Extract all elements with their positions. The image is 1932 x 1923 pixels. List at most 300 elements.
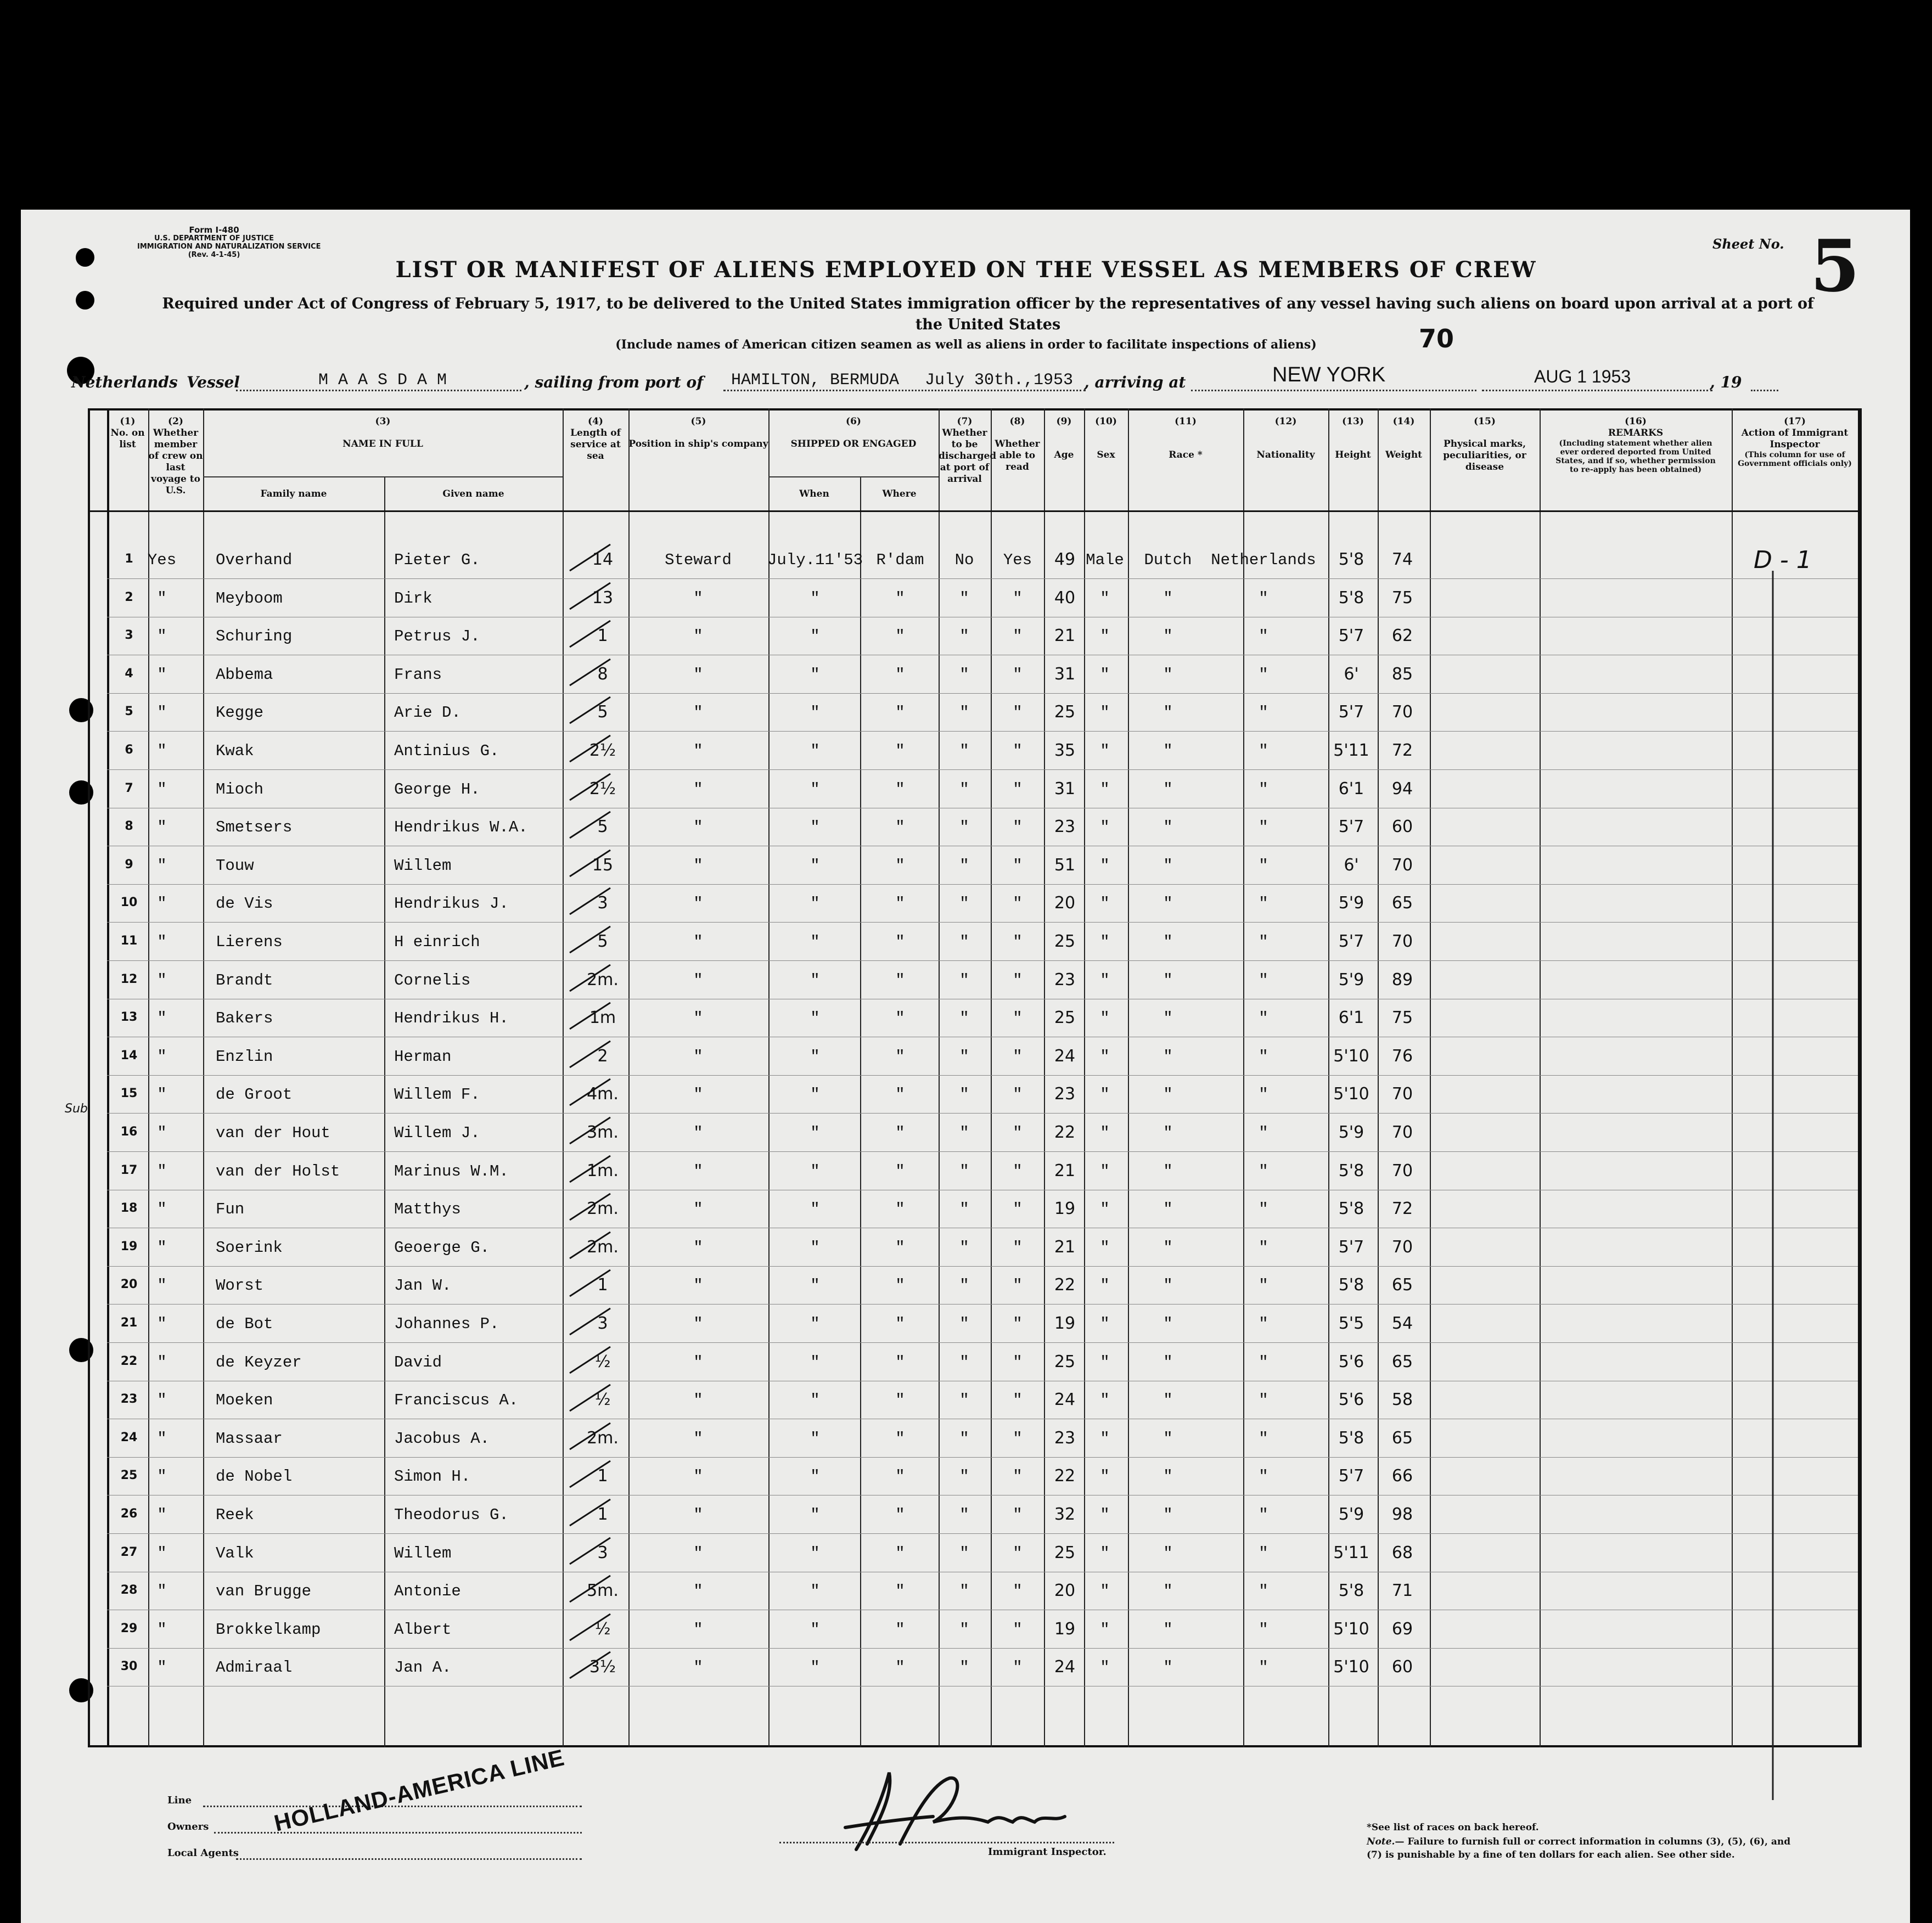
race: " [1163, 704, 1173, 722]
length-of-service: ½ [594, 1390, 611, 1410]
family-name: Kegge [216, 704, 264, 722]
shipped-when: " [810, 1162, 820, 1180]
service-check-mark [565, 882, 615, 921]
discharged: " [959, 627, 969, 646]
given-name: Matthys [394, 1200, 461, 1219]
able-to-read: " [1013, 1429, 1023, 1448]
shipped-where: " [895, 1467, 905, 1486]
prev-voyage: " [157, 1277, 167, 1295]
race: " [1163, 1124, 1173, 1142]
weight: 70 [1391, 855, 1413, 875]
age: 21 [1054, 1237, 1076, 1257]
weight: 98 [1391, 1505, 1413, 1524]
able-to-read: " [1013, 1467, 1023, 1486]
nationality: " [1259, 1277, 1268, 1295]
height: 5'7 [1338, 932, 1364, 951]
discharged: " [959, 742, 969, 760]
shipped-where: " [895, 1200, 905, 1219]
length-of-service: ½ [594, 1352, 611, 1371]
shipped-when: " [810, 818, 820, 837]
nationality: " [1259, 1658, 1268, 1677]
fine-note [1367, 1835, 1806, 1862]
length-of-service: 4m. [587, 1084, 619, 1104]
form-subtitle: Required under Act of Congress of February 5, 1917, to be delivered to the United States immigration officer by the representatives of any vessel having such aliens on board upon arrival at a port of the United States [162, 295, 1814, 333]
given-name: Marinus W.M. [394, 1162, 509, 1180]
col-position: (5) Position in ship's company [628, 416, 768, 449]
col-no-on-list: (1) No. on list [110, 416, 145, 450]
height: 5'8 [1338, 588, 1364, 608]
row-number: 19 [120, 1239, 138, 1253]
given-name: Antonie [394, 1582, 461, 1601]
race: " [1163, 971, 1173, 989]
service-check-mark [565, 806, 615, 845]
height: 6'1 [1338, 1008, 1364, 1028]
age: 40 [1054, 588, 1076, 608]
discharged: " [959, 818, 969, 837]
shipped-where: " [895, 589, 905, 608]
shipped-where: " [895, 1544, 905, 1562]
able-to-read: " [1013, 1277, 1023, 1295]
table-row [0, 1582, 1932, 1615]
shipped-where: " [895, 1315, 905, 1333]
nationality: " [1259, 1009, 1268, 1028]
shipped-when: " [810, 780, 820, 799]
discharged: No [954, 551, 974, 569]
discharged: " [959, 895, 969, 913]
height: 5'9 [1338, 1123, 1364, 1142]
nationality: " [1259, 933, 1268, 951]
age: 19 [1054, 1199, 1076, 1219]
age: 20 [1054, 1581, 1076, 1601]
row-number: 25 [120, 1469, 138, 1483]
shipped-when: " [810, 1086, 820, 1104]
shipped-when: " [810, 704, 820, 722]
sex: " [1100, 1582, 1110, 1601]
weight: 60 [1391, 1657, 1413, 1677]
age: 21 [1054, 626, 1076, 646]
shipped-where: " [895, 895, 905, 913]
shipped-where: " [895, 1391, 905, 1410]
table-row [0, 1162, 1932, 1195]
weight: 68 [1391, 1543, 1413, 1562]
weight: 75 [1391, 1008, 1413, 1028]
table-row [0, 1506, 1932, 1539]
race: Dutch [1144, 551, 1192, 569]
row-number: 24 [120, 1430, 138, 1444]
nationality: " [1259, 665, 1268, 684]
race: " [1163, 1200, 1173, 1219]
given-name: Willem F. [394, 1086, 480, 1104]
note-label: Note. [1367, 1836, 1395, 1847]
sex: " [1100, 1238, 1110, 1257]
position: " [693, 1086, 703, 1104]
table-row [0, 1086, 1932, 1118]
weight: 69 [1391, 1619, 1413, 1639]
able-to-read: " [1013, 1009, 1023, 1028]
length-of-service: 2½ [589, 779, 616, 799]
row-number: 8 [125, 819, 133, 834]
row-number: 4 [125, 666, 133, 681]
weight: 70 [1391, 1123, 1413, 1142]
nationality: " [1259, 856, 1268, 875]
discharged: " [959, 1277, 969, 1295]
service-check-mark [565, 1264, 615, 1303]
service-check-mark [565, 1609, 615, 1647]
height: 5'10 [1333, 1657, 1369, 1677]
shipped-where: " [895, 704, 905, 722]
length-of-service: 2m. [587, 970, 619, 989]
position: " [693, 818, 703, 837]
sex: " [1100, 933, 1110, 951]
able-to-read: " [1013, 895, 1023, 913]
discharged: " [959, 1391, 969, 1410]
family-name: Soerink [216, 1238, 283, 1257]
given-name: Willem J. [394, 1124, 480, 1142]
nationality: " [1259, 1353, 1268, 1371]
given-name: Jacobus A. [394, 1429, 490, 1448]
shipped-when: " [810, 742, 820, 760]
table-row [0, 589, 1932, 622]
table-row [0, 627, 1932, 660]
sex: " [1100, 1391, 1110, 1410]
family-name: de Nobel [216, 1467, 293, 1486]
nationality: " [1259, 627, 1268, 646]
able-to-read: " [1013, 1658, 1023, 1677]
height: 5'8 [1338, 1199, 1364, 1219]
shipped-when: " [810, 895, 820, 913]
row-number: 10 [120, 896, 138, 910]
race: " [1163, 1277, 1173, 1295]
shipped-when: " [810, 1544, 820, 1562]
inspector-signature [823, 1762, 1098, 1860]
given-name: Johannes P. [394, 1315, 499, 1333]
shipped-where: " [895, 1009, 905, 1028]
sex: " [1100, 1009, 1110, 1028]
family-name: Smetsers [216, 818, 293, 837]
service-check-mark [565, 1188, 615, 1227]
age: 23 [1054, 1428, 1076, 1448]
height: 5'9 [1338, 1505, 1364, 1524]
service-check-mark [565, 1646, 615, 1685]
weight: 70 [1391, 1084, 1413, 1104]
discharged: " [959, 704, 969, 722]
given-name: Simon H. [394, 1467, 471, 1486]
prev-voyage: " [157, 1238, 167, 1257]
prev-voyage: " [157, 1658, 167, 1677]
nationality: " [1259, 1582, 1268, 1601]
prev-voyage: " [157, 1124, 167, 1142]
age: 23 [1054, 817, 1076, 837]
race: " [1163, 1086, 1173, 1104]
weight: 65 [1391, 893, 1413, 913]
weight: 71 [1391, 1581, 1413, 1601]
shipped-when: " [810, 971, 820, 989]
weight: 58 [1391, 1390, 1413, 1410]
given-name: Hendrikus H. [394, 1009, 509, 1028]
row-number: 2 [125, 590, 133, 604]
row-number: 29 [120, 1621, 138, 1635]
family-name: Schuring [216, 627, 293, 646]
age: 25 [1054, 702, 1076, 722]
weight: 65 [1391, 1428, 1413, 1448]
able-to-read: " [1013, 1238, 1023, 1257]
prev-voyage: " [157, 704, 167, 722]
given-name: Hendrikus W.A. [394, 818, 528, 837]
family-name: Moeken [216, 1391, 273, 1410]
row-number: 13 [120, 1010, 138, 1025]
weight: 75 [1391, 588, 1413, 608]
family-name: van Brugge [216, 1582, 312, 1601]
length-of-service: 2 [597, 1046, 608, 1066]
sex: " [1100, 1315, 1110, 1333]
col-name-in-full: (3) NAME IN FULL [342, 416, 423, 449]
family-name: Lierens [216, 933, 283, 951]
col-race: (11) Race * [1169, 416, 1203, 460]
prev-voyage: " [157, 1506, 167, 1524]
able-to-read: " [1013, 818, 1023, 837]
nationality: " [1259, 895, 1268, 913]
race: " [1163, 665, 1173, 684]
row-number: 18 [120, 1201, 138, 1216]
shipped-when: " [810, 1009, 820, 1028]
discharged: " [959, 1353, 969, 1371]
age: 19 [1054, 1314, 1076, 1333]
form-identifier [137, 225, 321, 259]
row-number: 3 [125, 628, 133, 643]
weight: 65 [1391, 1352, 1413, 1371]
prev-voyage: " [157, 1467, 167, 1486]
shipped-when: " [810, 627, 820, 646]
service-check-mark [565, 1494, 615, 1532]
shipped-when: " [810, 1391, 820, 1410]
height: 5'8 [1338, 1428, 1364, 1448]
service-check-mark [565, 654, 615, 692]
age: 35 [1054, 741, 1076, 760]
position: " [693, 1277, 703, 1295]
able-to-read: " [1013, 1162, 1023, 1180]
able-to-read: " [1013, 589, 1023, 608]
prev-voyage: " [157, 1582, 167, 1601]
race: " [1163, 1353, 1173, 1371]
weight: 76 [1391, 1046, 1413, 1066]
row-number: 7 [125, 781, 133, 795]
row-number: 30 [120, 1660, 138, 1674]
length-of-service: 1m. [587, 1161, 619, 1180]
length-of-service: 15 [592, 855, 614, 875]
race: " [1163, 1315, 1173, 1333]
height: 5'6 [1338, 1390, 1364, 1410]
prev-voyage: " [157, 1162, 167, 1180]
shipped-where: " [895, 1658, 905, 1677]
length-of-service: 3½ [589, 1657, 616, 1677]
race: " [1163, 742, 1173, 760]
shipped-where: " [895, 1429, 905, 1448]
given-name: Herman [394, 1047, 452, 1066]
table-row [0, 1658, 1932, 1691]
prev-voyage: " [157, 933, 167, 951]
discharged: " [959, 1658, 969, 1677]
sex: " [1100, 971, 1110, 989]
col-given-name: Given name [442, 488, 504, 499]
family-name: de Groot [216, 1086, 293, 1104]
shipped-where: " [895, 1047, 905, 1066]
position: " [693, 1467, 703, 1486]
age: 25 [1054, 1008, 1076, 1028]
position: " [693, 933, 703, 951]
service-check-mark [565, 1227, 615, 1265]
race: " [1163, 1544, 1173, 1562]
race: " [1163, 1238, 1173, 1257]
service-check-mark [565, 1532, 615, 1571]
sex: " [1100, 1467, 1110, 1486]
prev-voyage: Yes [147, 551, 177, 569]
height: 5'8 [1338, 1581, 1364, 1601]
service-check-mark [565, 1073, 615, 1112]
height: 5'7 [1338, 817, 1364, 837]
race: " [1163, 856, 1173, 875]
prev-voyage: " [157, 1353, 167, 1371]
sex: " [1100, 627, 1110, 646]
position: " [693, 1658, 703, 1677]
sex: " [1100, 1200, 1110, 1219]
service-check-mark [565, 1150, 615, 1189]
height: 5'11 [1333, 741, 1369, 760]
length-of-service: 5 [597, 817, 608, 837]
row-number: 6 [125, 743, 133, 757]
table-row [0, 1391, 1932, 1424]
race: " [1163, 1658, 1173, 1677]
nationality: " [1259, 704, 1268, 722]
age: 32 [1054, 1505, 1076, 1524]
nationality: " [1259, 780, 1268, 799]
shipped-when: " [810, 665, 820, 684]
port-from: HAMILTON, BERMUDA [731, 371, 900, 390]
prev-voyage: " [157, 1544, 167, 1562]
col-shipped-engaged: (6) SHIPPED OR ENGAGED [790, 416, 917, 449]
shipped-where: " [895, 780, 905, 799]
arriving-label: , arriving at [1084, 373, 1186, 391]
table-row [0, 933, 1932, 966]
sex: " [1100, 1124, 1110, 1142]
service-check-mark [565, 1303, 615, 1341]
shipped-where: " [895, 818, 905, 837]
given-name: Geoerge G. [394, 1238, 490, 1257]
given-name: Willem [394, 856, 452, 875]
able-to-read: " [1013, 665, 1023, 684]
family-name: Overhand [216, 551, 293, 569]
prev-voyage: " [157, 1047, 167, 1066]
table-row [0, 1621, 1932, 1654]
shipped-where: " [895, 1620, 905, 1639]
margin-note-sub: Sub [65, 1102, 88, 1116]
length-of-service: 1 [597, 1466, 608, 1486]
length-of-service: 1m [589, 1008, 616, 1028]
race: " [1163, 1620, 1173, 1639]
row-number: 23 [120, 1392, 138, 1407]
able-to-read: " [1013, 1544, 1023, 1562]
race: " [1163, 1429, 1173, 1448]
able-to-read: " [1013, 1391, 1023, 1410]
shipped-when: " [810, 1124, 820, 1142]
shipped-when: " [810, 1047, 820, 1066]
vessel-name: M A A S D A M [318, 371, 447, 390]
shipped-where: " [895, 1353, 905, 1371]
age: 24 [1054, 1657, 1076, 1677]
table-row [0, 1009, 1932, 1042]
table-row [0, 1124, 1932, 1157]
race: " [1163, 1047, 1173, 1066]
shipped-when: " [810, 1429, 820, 1448]
family-name: Brokkelkamp [216, 1620, 321, 1639]
race: " [1163, 1582, 1173, 1601]
discharged: " [959, 971, 969, 989]
sex: " [1100, 1086, 1110, 1104]
height: 5'7 [1338, 1237, 1364, 1257]
row-number: 27 [120, 1545, 138, 1559]
position: " [693, 1620, 703, 1639]
height: 6'1 [1338, 779, 1364, 799]
immigrant-inspector-label: Immigrant Inspector. [988, 1846, 1107, 1858]
shipped-where: " [895, 971, 905, 989]
shipped-when: " [810, 589, 820, 608]
col-length-of-service: (4) Length of service at sea [570, 416, 621, 462]
able-to-read: " [1013, 856, 1023, 875]
row-number: 9 [125, 857, 133, 871]
nationality: " [1259, 1047, 1268, 1066]
given-name: Dirk [394, 589, 433, 608]
shipped-when: " [810, 933, 820, 951]
family-name: de Vis [216, 895, 273, 913]
able-to-read: " [1013, 1124, 1023, 1142]
age: 31 [1054, 779, 1076, 799]
age: 23 [1054, 970, 1076, 989]
prev-voyage: " [157, 895, 167, 913]
discharged: " [959, 856, 969, 875]
weight: 74 [1391, 550, 1413, 569]
position: " [693, 1315, 703, 1333]
row-number: 12 [120, 972, 138, 986]
nationality: " [1259, 742, 1268, 760]
family-name: Valk [216, 1544, 254, 1562]
shipped-when: " [810, 1277, 820, 1295]
family-name: Worst [216, 1277, 264, 1295]
row-number: 5 [125, 705, 133, 719]
row-number: 20 [120, 1278, 138, 1292]
family-name: Fun [216, 1200, 245, 1219]
length-of-service: 2m. [587, 1237, 619, 1257]
service-check-mark [565, 615, 615, 654]
shipped-where: " [895, 1582, 905, 1601]
family-name: Massaar [216, 1429, 283, 1448]
able-to-read: Yes [1003, 551, 1032, 569]
table-row [0, 818, 1932, 851]
sex: " [1100, 742, 1110, 760]
age: 51 [1054, 855, 1076, 875]
family-name: de Bot [216, 1315, 273, 1333]
race: " [1163, 818, 1173, 837]
age: 22 [1054, 1123, 1076, 1142]
service-check-mark [565, 1036, 615, 1074]
given-name: Theodorus G. [394, 1506, 509, 1524]
nationality: " [1259, 1429, 1268, 1448]
length-of-service: ½ [594, 1619, 611, 1639]
discharged: " [959, 1620, 969, 1639]
prev-voyage: " [157, 856, 167, 875]
service-check-mark [565, 997, 615, 1036]
weight: 89 [1391, 970, 1413, 989]
shipped-when: " [810, 1620, 820, 1639]
weight: 70 [1391, 932, 1413, 951]
